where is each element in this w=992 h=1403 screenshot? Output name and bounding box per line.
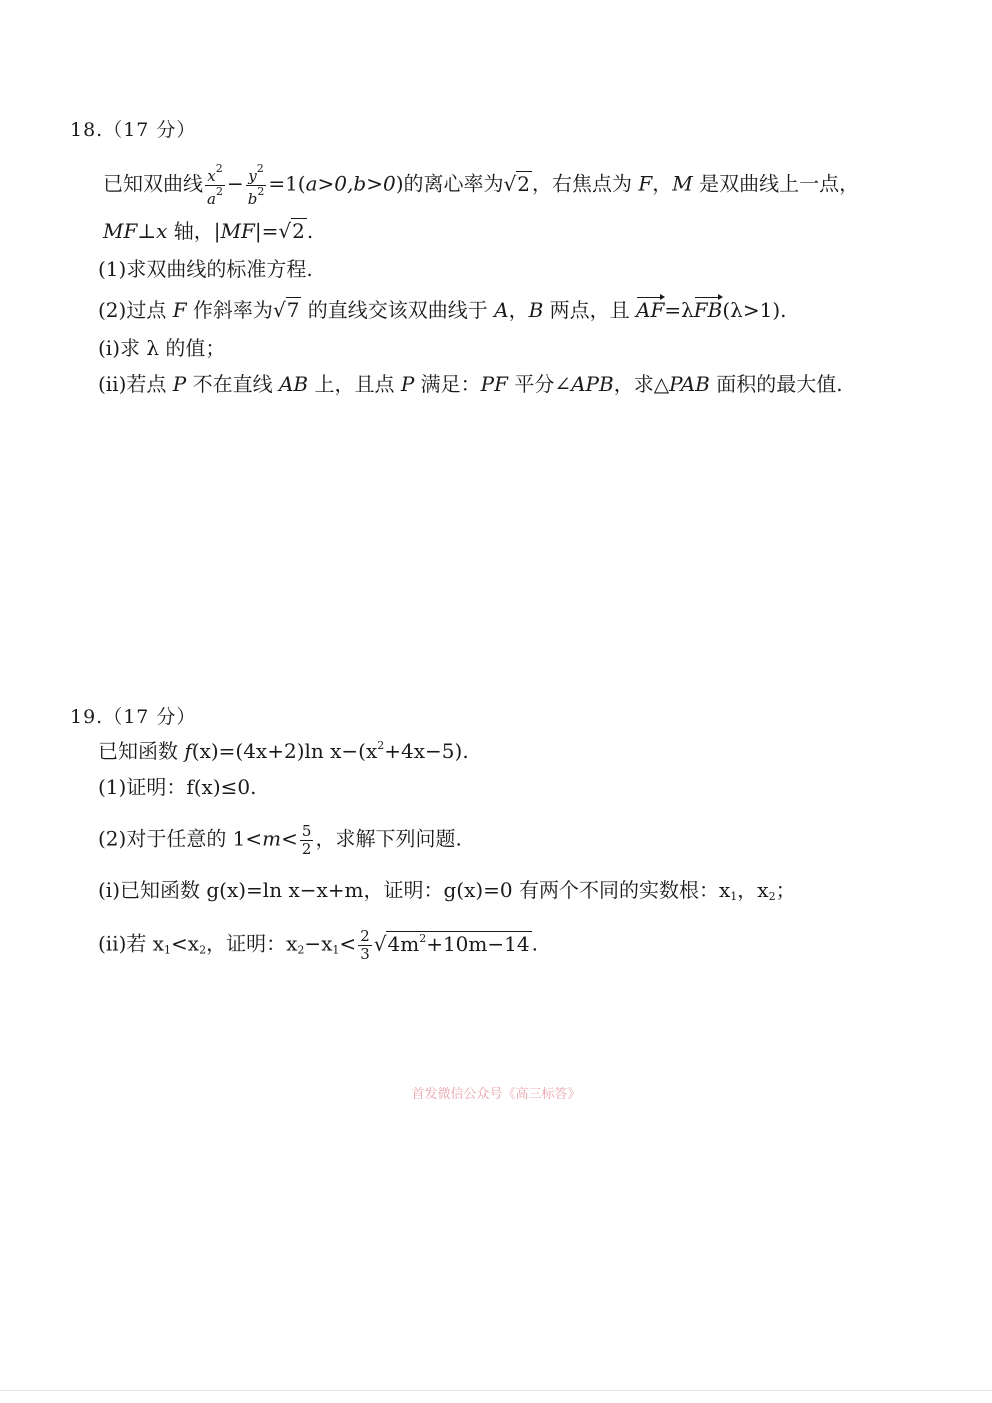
fraction-x2-a2: $\frac{x^2}{a^2}$ bbox=[207, 162, 223, 208]
var-y: y bbox=[248, 167, 257, 185]
fraction-y2-b2: $\frac{y^2}{b^2}$ bbox=[247, 162, 265, 208]
page-bottom-rule bbox=[0, 1390, 992, 1391]
var-f: f bbox=[184, 739, 192, 763]
var-F: F bbox=[172, 298, 187, 322]
var-PAB: PAB bbox=[669, 372, 710, 396]
question-18-part1: (1)求双曲线的标准方程. bbox=[98, 257, 313, 281]
watermark-footer: 首发微信公众号《高三标答》 bbox=[411, 1087, 581, 1102]
var-M: M bbox=[672, 171, 693, 196]
question-19-part1: (1)证明：f(x)≤0. bbox=[98, 775, 257, 799]
var-x: x bbox=[156, 219, 168, 243]
var-F: F bbox=[638, 171, 653, 196]
vector-FB: FB bbox=[693, 298, 723, 322]
stem-text: (x)=(4x+2)ln x−(x bbox=[191, 739, 378, 763]
stem-text: . bbox=[531, 931, 538, 956]
stem-text: =λ bbox=[664, 298, 694, 322]
stem-text: 已知双曲线 bbox=[103, 171, 203, 196]
stem-text: ，求解下列问题. bbox=[315, 826, 462, 851]
stem-text: 作斜率为 bbox=[186, 298, 273, 322]
stem-text: =1( bbox=[268, 171, 306, 196]
stem-text: 上，且点 bbox=[308, 372, 401, 396]
stem-text: 满足： bbox=[414, 372, 481, 396]
stem-text: +4x−5). bbox=[384, 739, 469, 763]
fraction-5-2: $\frac{5}{2}$ bbox=[301, 822, 312, 858]
question-19-part2-ii: (ⅱ)若 $x_1<x_2$，证明：$x_2-x_1<$ $\frac{2}{3}$ $√4m^2+10m-14$ . bbox=[98, 927, 538, 963]
stem-text: (2)过点 bbox=[98, 298, 173, 322]
stem-text: 已知函数 bbox=[98, 739, 185, 763]
stem-text: <x bbox=[171, 931, 200, 956]
var-MF: MF bbox=[220, 219, 255, 243]
stem-text: ， bbox=[652, 171, 673, 196]
question-18-part2 bbox=[98, 300, 786, 320]
var-A: A bbox=[494, 298, 509, 322]
question-19-stem: 已知函数 f(x)=(4x+2)ln $x-(x^2+4x-5)$. bbox=[98, 739, 469, 763]
question-18-stem-line1: 已知双曲线 $\frac{x^2}{a^2}$ − $\frac{y^2}{b^2}$ =1(a>0,b>0)的离心率为√2 ，右焦点为 F，M 是双曲线上一点， bbox=[103, 162, 860, 208]
condition: a>0,b>0 bbox=[305, 171, 396, 196]
stem-text: ，右焦点为 bbox=[531, 171, 639, 196]
stem-text: )的离心率为 bbox=[395, 171, 504, 196]
stem-text: (ⅱ)若 x bbox=[98, 931, 165, 956]
fraction-2-3: $\frac{2}{3}$ bbox=[360, 927, 370, 963]
stem-text: 是双曲线上一点， bbox=[692, 171, 860, 196]
stem-text: (2)对于任意的 1< bbox=[98, 826, 263, 851]
stem-text: ， bbox=[508, 298, 529, 322]
stem-text: (ⅱ)若点 bbox=[98, 372, 173, 396]
var-PF: PF bbox=[480, 372, 508, 396]
stem-text: 的直线交该双曲线于 bbox=[301, 298, 495, 322]
stem-text: < bbox=[281, 826, 298, 851]
var-APB: APB bbox=[571, 372, 614, 396]
stem-text: ，x bbox=[737, 878, 769, 902]
stem-text: ； bbox=[775, 878, 796, 902]
var-b: b bbox=[247, 189, 258, 208]
var-P: P bbox=[172, 372, 187, 396]
perp-symbol: ⊥ bbox=[137, 219, 157, 243]
stem-text: 两点，且 bbox=[543, 298, 637, 322]
sqrt-symbol: √7 bbox=[272, 298, 300, 322]
stem-text: |= bbox=[254, 219, 279, 243]
sqrt-symbol: √2 bbox=[503, 171, 530, 196]
stem-text: 不在直线 bbox=[186, 372, 279, 396]
stem-text: ，求△ bbox=[613, 372, 670, 396]
stem-text: −x bbox=[304, 931, 333, 956]
var-MF: MF bbox=[103, 219, 138, 243]
question-19-part2-i: (ⅰ)已知函数 g(x)=ln x−x+m，证明：g(x)=0 有两个不同的实数根：$x_1$，$x_2$； bbox=[98, 878, 796, 903]
question-19-part2 bbox=[98, 823, 462, 857]
question-18-part2-ii bbox=[98, 374, 843, 394]
var-x: x bbox=[207, 167, 216, 185]
stem-text: 面积的最大值. bbox=[709, 372, 843, 396]
stem-text: 平分∠ bbox=[507, 372, 572, 396]
stem-text: < bbox=[339, 931, 357, 956]
stem-text: ，证明：x bbox=[206, 931, 298, 956]
sqrt-symbol: $√4m^2+10m-14$ bbox=[373, 931, 530, 956]
sqrt-symbol: √2 bbox=[278, 219, 305, 243]
var-a: a bbox=[207, 189, 216, 208]
stem-text: (ⅰ)已知函数 g(x)=ln x−x+m，证明：g(x)=0 有两个不同的实数根：x bbox=[98, 878, 731, 902]
stem-text: (λ>1). bbox=[722, 298, 787, 322]
question-18-stem-line2 bbox=[103, 221, 313, 241]
question-19-number: 19.（17 分） bbox=[70, 706, 197, 728]
vector-AF: AF bbox=[636, 298, 665, 322]
stem-text: 轴，| bbox=[167, 219, 221, 243]
var-m: m bbox=[262, 826, 282, 851]
question-18-number: 18.（17 分） bbox=[70, 119, 197, 141]
question-18-part2-i: (ⅰ)求 λ 的值； bbox=[98, 336, 226, 360]
var-AB: AB bbox=[278, 372, 309, 396]
stem-text: . bbox=[306, 219, 314, 243]
var-P: P bbox=[400, 372, 415, 396]
var-B: B bbox=[528, 298, 544, 322]
